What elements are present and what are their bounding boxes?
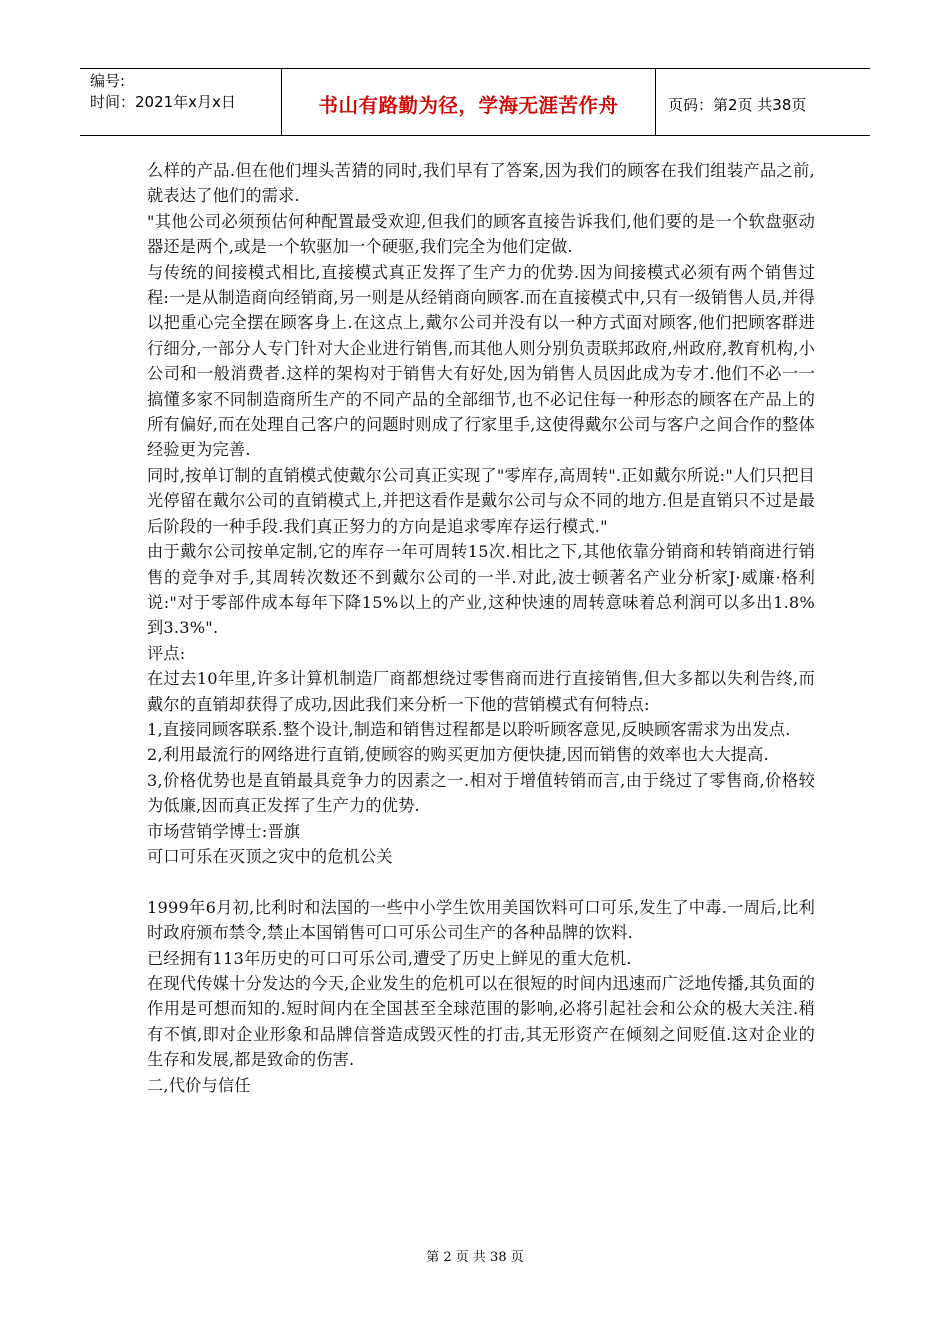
- paragraph: 同时,按单订制的直销模式使戴尔公司真正实现了"零库存,高周转".正如戴尔所说:"人们只把目光停留在戴尔公司的直销模式上,并把这看作是戴尔公司与众不同的地方.但是直销只不过是最后阶段的一种手段.我们真正努力的方向是追求零库存运行模式.": [147, 465, 815, 536]
- paragraph: 1999年6月初,比利时和法国的一些中小学生饮用美国饮料可口可乐,发生了中毒.一周后,比利时政府颁布禁令,禁止本国销售可口可乐公司生产的各种品牌的饮料.: [147, 897, 815, 943]
- header-meta: [80, 69, 282, 135]
- section-heading: 评点:: [147, 643, 186, 663]
- paragraph: 在过去10年里,许多计算机制造厂商都想绕过零售商而进行直接销售,但大多都以失利告终,而戴尔的直销却获得了成功,因此我们来分析一下他的营销模式有何特点:: [147, 669, 815, 714]
- paragraph: 在现代传媒十分发达的今天,企业发生的危机可以在很短的时间内迅速而广泛地传播,其负面的作用是可想而知的.短时间内在全国甚至全球范围的影响,必将引起社会和公众的极大关注.稍有不慎,即对企业形象和品牌信誉造成毁灭性的打击,其无形资产在倾刻之间贬值.这对企业的生存和发展,都是致命的伤害.: [147, 973, 815, 1070]
- article-title: 可口可乐在灭顶之灾中的危机公关: [147, 846, 393, 866]
- paragraph: 已经拥有113年历史的可口可乐公司,遭受了历史上鲜见的重大危机.: [147, 948, 632, 968]
- header-motto: 书山有路勤为径，学海无涯苦作舟: [282, 69, 656, 135]
- page-footer: 第 2 页 共 38 页: [426, 1250, 524, 1265]
- paragraph: 由于戴尔公司按单定制,它的库存一年可周转15次.相比之下,其他依靠分销商和转销商进行销售的竞争对手,其周转次数还不到戴尔公司的一半.对此,波士顿著名产业分析家J·威廉·格利说:"对于零部件成本每年下降15%以上的产业,这种快速的周转意味着总利润可以多出1.8%到3.3%".: [147, 542, 815, 638]
- list-item: 3,价格优势也是直销最具竞争力的因素之一.相对于增值转销而言,由于绕过了零售商,价格较为低廉,因而真正发挥了生产力的优势.: [147, 770, 815, 816]
- header-table: [80, 68, 870, 136]
- list-item: 2,利用最流行的网络进行直销,使顾容的购买更加方便快捷,因而销售的效率也大大提高.: [147, 745, 769, 765]
- document-body: [147, 158, 815, 1098]
- author-line: 市场营销学博士:晋旗: [147, 821, 301, 841]
- blank-line: [147, 869, 815, 894]
- header-page-info: 页码：第2页 共38页: [668, 95, 807, 114]
- section-heading: 二,代价与信任: [147, 1075, 251, 1095]
- paragraph: 与传统的间接模式相比,直接模式真正发挥了生产力的优势.因为间接模式必须有两个销售过程:一是从制造商向经销商,另一则是从经销商向顾客.而在直接模式中,只有一级销售人员,并得以把重心完全摆在顾客身上.在这点上,戴尔公司并没有以一种方式面对顾客,他们把顾客群进行细分,一部分人专门针对大企业进行销售,而其他人则分别负责联邦政府,州政府,教育机构,小公司和一般消费者.这样的架构对于销售大有好处,因为销售人员因此成为专才.他们不必一一搞懂多家不同制造商所生产的不同产品的全部细节,也不必记住每一种形态的顾客在产品上的所有偏好,而在处理自己客户的问题时则成了行家里手,这使得戴尔公司与客户之间合作的整体经验更为完善.: [147, 262, 815, 460]
- paragraph: 么样的产品.但在他们埋头苦猜的同时,我们早有了答案,因为我们的顾客在我们组装产品之前,就表达了他们的需求.: [147, 161, 815, 206]
- list-item: 1,直接同顾客联系.整个设计,制造和销售过程都是以聆听顾客意见,反映顾客需求为出发点.: [147, 719, 791, 739]
- paragraph: "其他公司必须预估何种配置最受欢迎,但我们的顾客直接告诉我们,他们要的是一个软盘驱动器还是两个,或是一个软驱加一个硬驱,我们完全为他们定做.: [147, 211, 815, 257]
- code-label: 编号:: [90, 72, 126, 90]
- time-label: 时间：2021年x月x日: [90, 93, 236, 111]
